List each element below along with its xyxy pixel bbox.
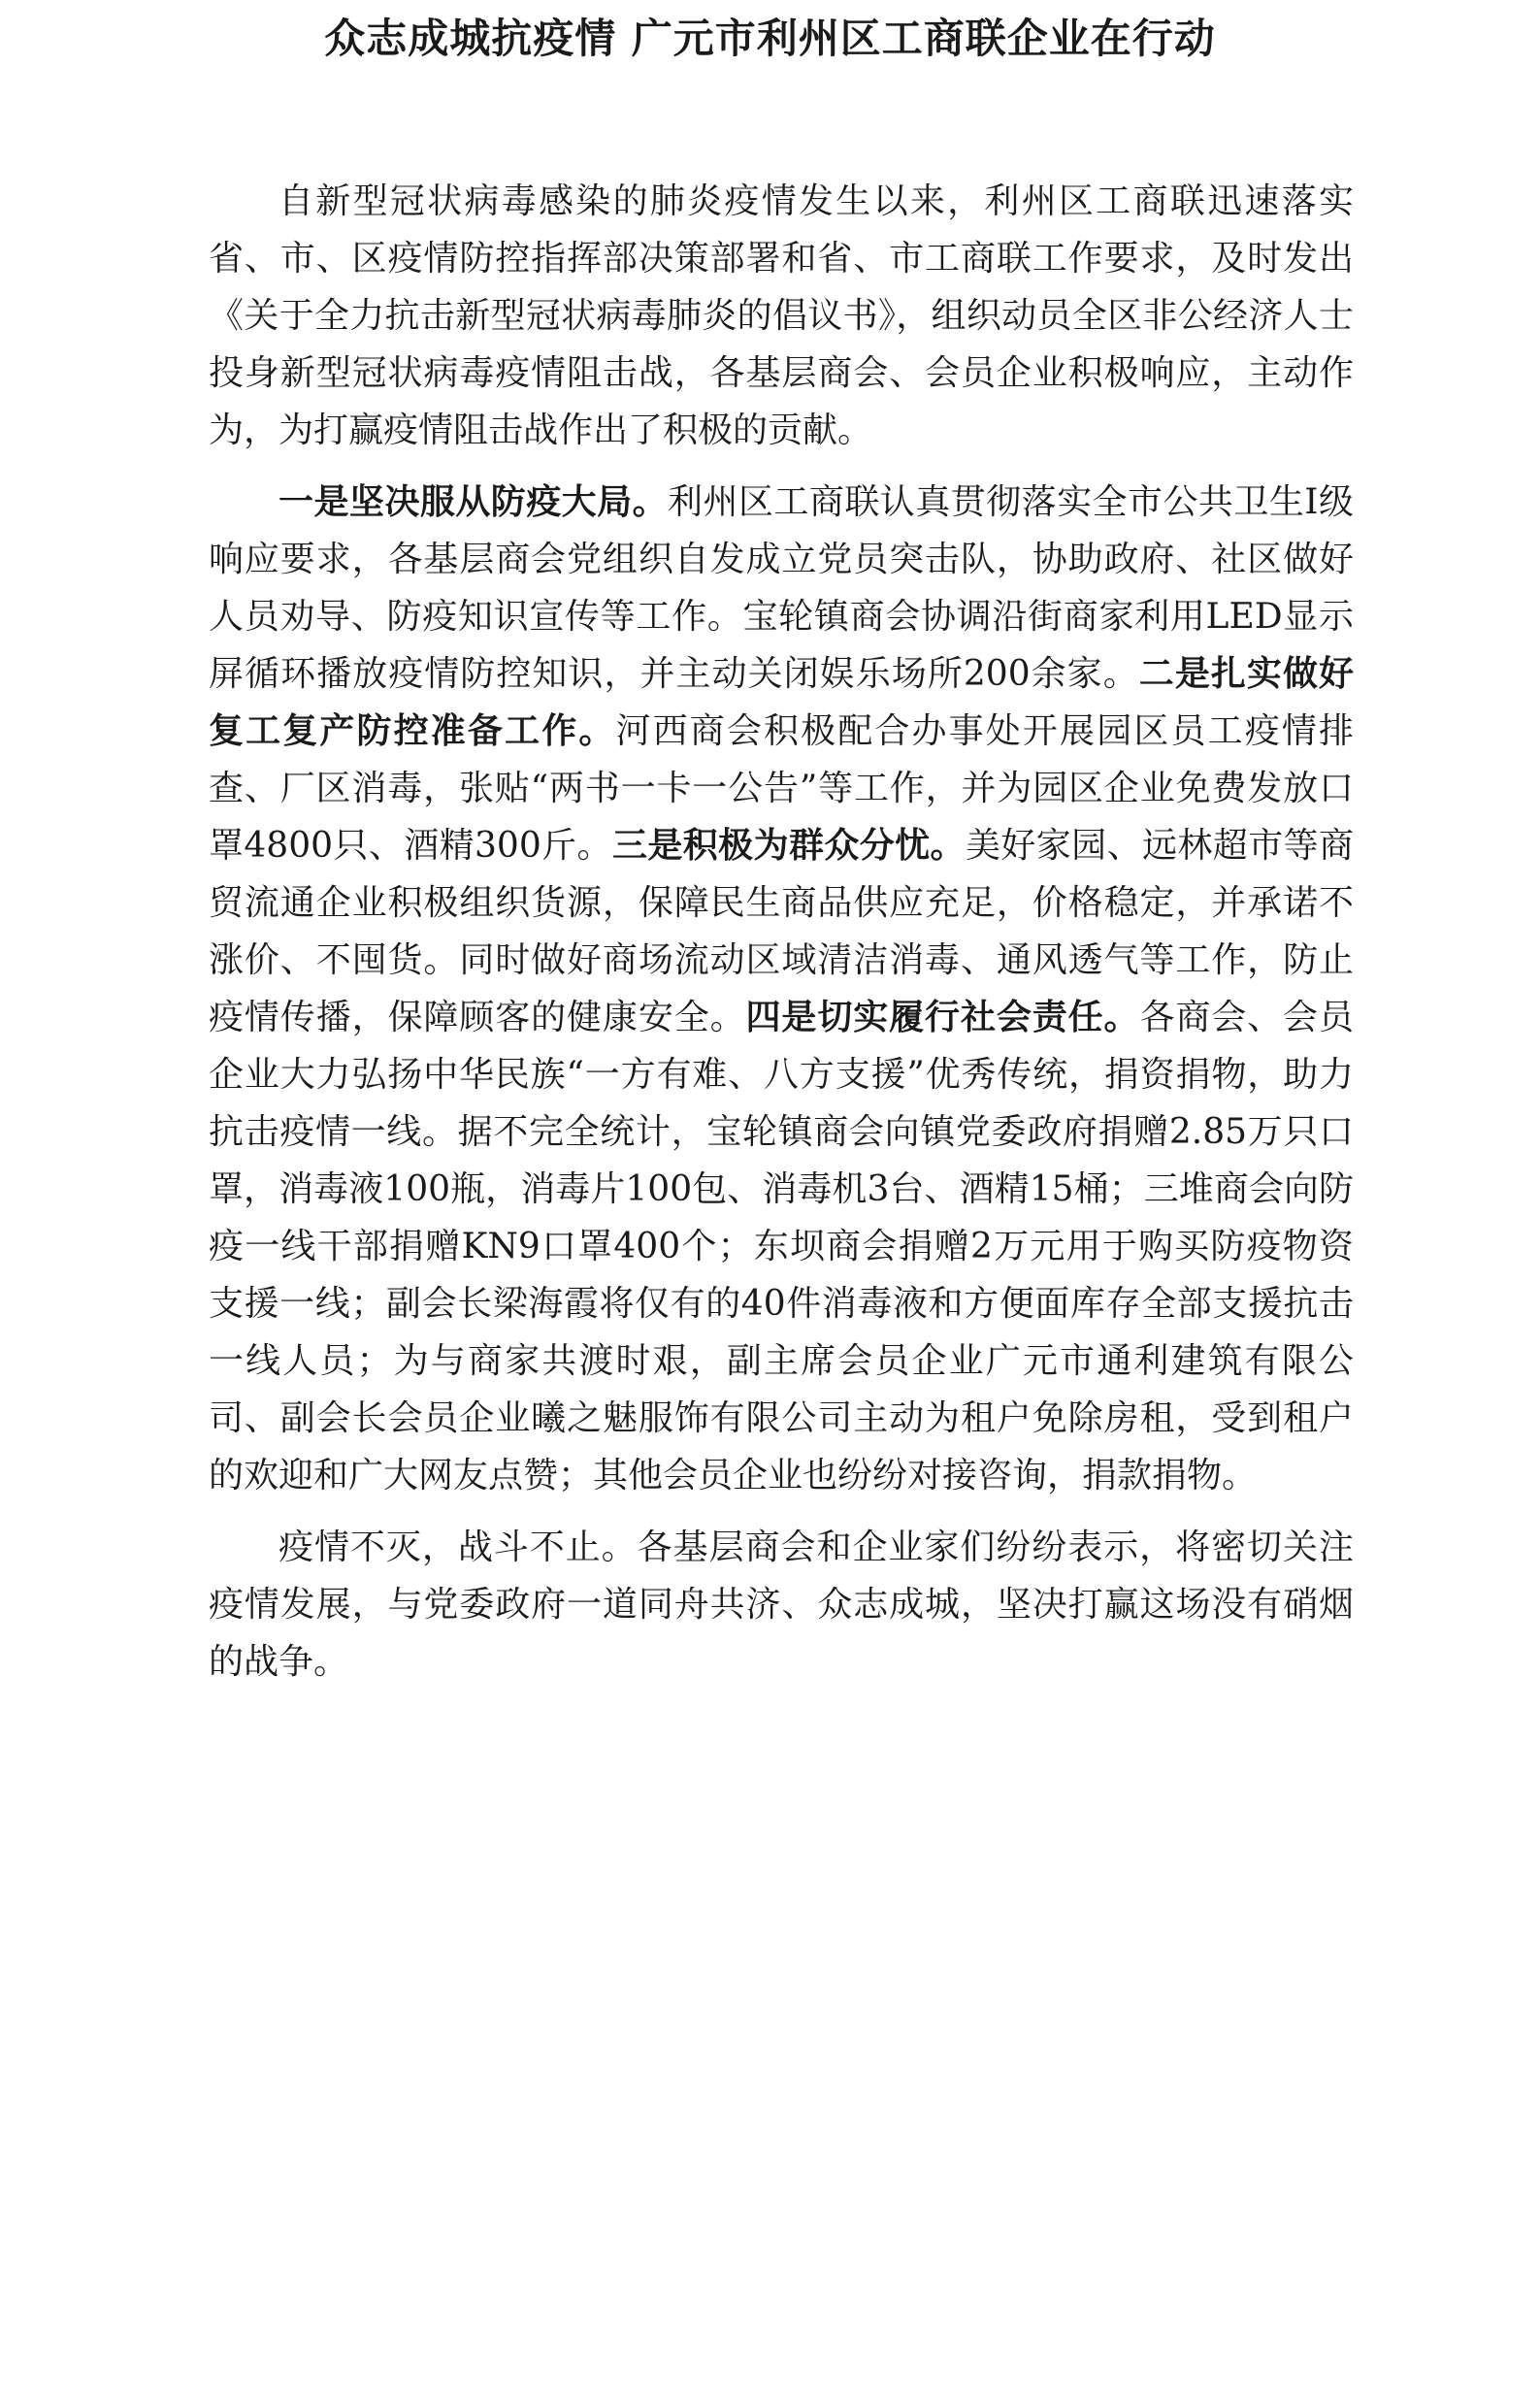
text-segment: 美好家园、远林超市等商贸流通企业积极组织货源，保障民生商品供应充足，价格稳定，并承诺不涨价、不囤货。同时做好商场流动区域清洁消毒、通风透气等工作，防止疫情传播，保障顾客的健康安全。	[209, 826, 1354, 1037]
text-segment: 自新型冠状病毒感染的肺炎疫情发生以来，利州区工商联迅速落实省、市、区疫情防控指挥部决策部署和省、市工商联工作要求，及时发出《关于全力抗击新型冠状病毒肺炎的倡议书》，组织动员全区非公经济人士投身新型冠状病毒疫情阻击战，各基层商会、会员企业积极响应，主动作为，为打赢疫情阻击战作出了积极的贡献。	[209, 181, 1354, 450]
heading-measure-1: 一是坚决服从防疫大局。	[279, 481, 669, 522]
heading-measure-2: 二是扎实做好复工复产防控准备工作。	[209, 653, 1354, 751]
paragraph-intro	[209, 173, 1354, 459]
heading-measure-4: 四是切实履行社会责任。	[745, 997, 1140, 1037]
text-segment: 疫情不灭，战斗不止。各基层商会和企业家们纷纷表示，将密切关注疫情发展，与党委政府一道同舟共济、众志成城，坚决打赢这场没有硝烟的战争。	[209, 1527, 1354, 1682]
document-body	[209, 173, 1354, 1691]
document-title: 众志成城抗疫情 广元市利州区工商联企业在行动	[324, 15, 1216, 62]
text-segment: 利州区工商联认真贯彻落实全市公共卫生Ⅰ级响应要求，各基层商会党组织自发成立党员突击队，协助政府、社区做好人员劝导、防疫知识宣传等工作。宝轮镇商会协调沿街商家利用LED显示屏循环播放疫情防控知识，并主动关闭娱乐场所200余家。	[209, 482, 1354, 694]
paragraph-conclusion	[209, 1519, 1354, 1691]
paragraph-measures	[209, 474, 1354, 1504]
heading-measure-3: 三是积极为群众分忧。	[611, 825, 966, 866]
text-segment: 各商会、会员企业大力弘扬中华民族“一方有难、八方支援”优秀传统，捐资捐物，助力抗击疫情一线。据不完全统计，宝轮镇商会向镇党委政府捐赠2.85万只口罩，消毒液100瓶，消毒片100包、消毒机3台、酒精15桶；三堆商会向防疫一线干部捐赠KN9口罩400个；东坝商会捐赠2万元用于购买防疫物资支援一线；副会长梁海霞将仅有的40件消毒液和方便面库存全部支援抗击一线人员；为与商家共渡时艰，副主席会员企业广元市通利建筑有限公司、副会长会员企业曦之魅服饰有限公司主动为租户免除房租，受到租户的欢迎和广大网友点赞；其他会员企业也纷纷对接咨询，捐款捐物。	[209, 998, 1354, 1495]
text-segment: 河西商会积极配合办事处开展园区员工疫情排查、厂区消毒，张贴“两书一卡一公告”等工作，并为园区企业免费发放口罩4800只、酒精300斤。	[209, 711, 1354, 866]
